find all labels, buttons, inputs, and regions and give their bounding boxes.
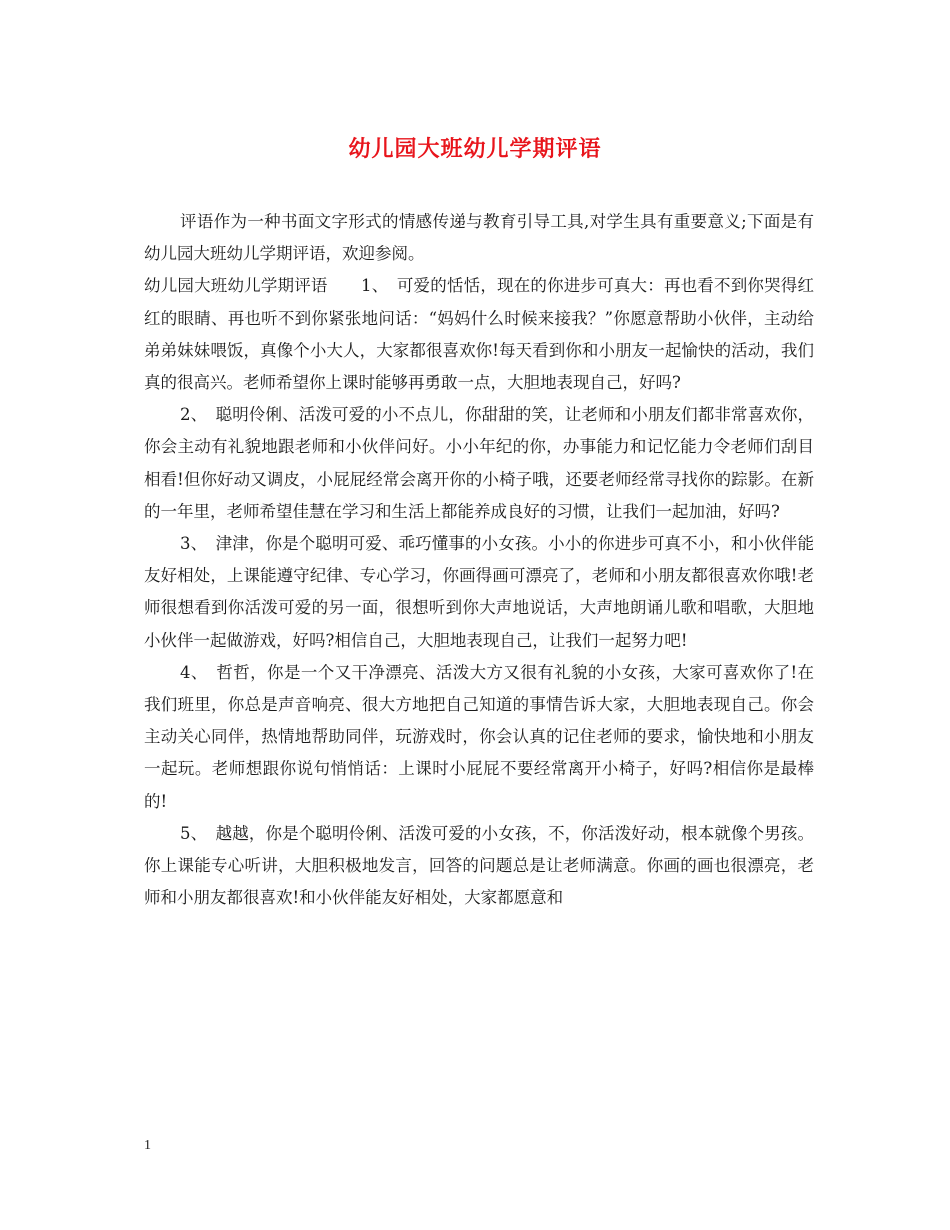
document-body bbox=[144, 206, 814, 914]
paragraph-5: 5、 越越，你是个聪明伶俐、活泼可爱的小女孩，不，你活泼好动，根本就像个男孩。你上课能专心听讲，大胆积极地发言，回答的问题总是让老师满意。你画的画也很漂亮，老师和小朋友都很喜欢!和小伙伴能友好相处，大家都愿意和 bbox=[144, 823, 814, 908]
page-number: 1 bbox=[144, 1138, 151, 1153]
paragraph-intro: 评语作为一种书面文字形式的情感传递与教育引导工具,对学生具有重要意义;下面是有幼儿园大班幼儿学期评语，欢迎参阅。 bbox=[144, 212, 814, 264]
paragraph-4: 4、 哲哲，你是一个又干净漂亮、活泼大方又很有礼貌的小女孩，大家可喜欢你了!在我们班里，你总是声音响亮、很大方地把自己知道的事情告诉大家，大胆地表现自己。你会主动关心同伴，热情地帮助同伴，玩游戏时，你会认真的记住老师的要求，愉快地和小朋友一起玩。老师想跟你说句悄悄话：上课时小屁屁不要经常离开小椅子，好吗?相信你是最棒的! bbox=[144, 662, 814, 811]
document-title: 幼儿园大班幼儿学期评语 bbox=[348, 137, 602, 162]
paragraph-2: 2、 聪明伶俐、活泼可爱的小不点儿，你甜甜的笑，让老师和小朋友们都非常喜欢你，你会主动有礼貌地跟老师和小伙伴问好。小小年纪的你，办事能力和记忆能力令老师们刮目相看!但你好动又调皮，小屁屁经常会离开你的小椅子哦，还要老师经常寻找你的踪影。在新的一年里，老师希望佳慧在学习和生活上都能养成良好的习惯，让我们一起加油，好吗? bbox=[144, 405, 814, 521]
paragraph-1: 幼儿园大班幼儿学期评语 1、 可爱的恬恬，现在的你进步可真大：再也看不到你哭得红红的眼睛、再也听不到你紧张地问话：“妈妈什么时候来接我？”你愿意帮助小伙伴，主动给弟弟妹妹喂饭，真像个小大人，大家都很喜欢你!每天看到你和小朋友一起愉快的活动，我们真的很高兴。老师希望你上课时能够再勇敢一点，大胆地表现自己，好吗? bbox=[144, 276, 814, 393]
paragraph-3: 3、 津津，你是个聪明可爱、乖巧懂事的小女孩。小小的你进步可真不小，和小伙伴能友好相处，上课能遵守纪律、专心学习，你画得画可漂亮了，老师和小朋友都很喜欢你哦!老师很想看到你活泼可爱的另一面，很想听到你大声地说话，大声地朗诵儿歌和唱歌，大胆地小伙伴一起做游戏，好吗?相信自己，大胆地表现自己，让我们一起努力吧! bbox=[144, 534, 814, 650]
